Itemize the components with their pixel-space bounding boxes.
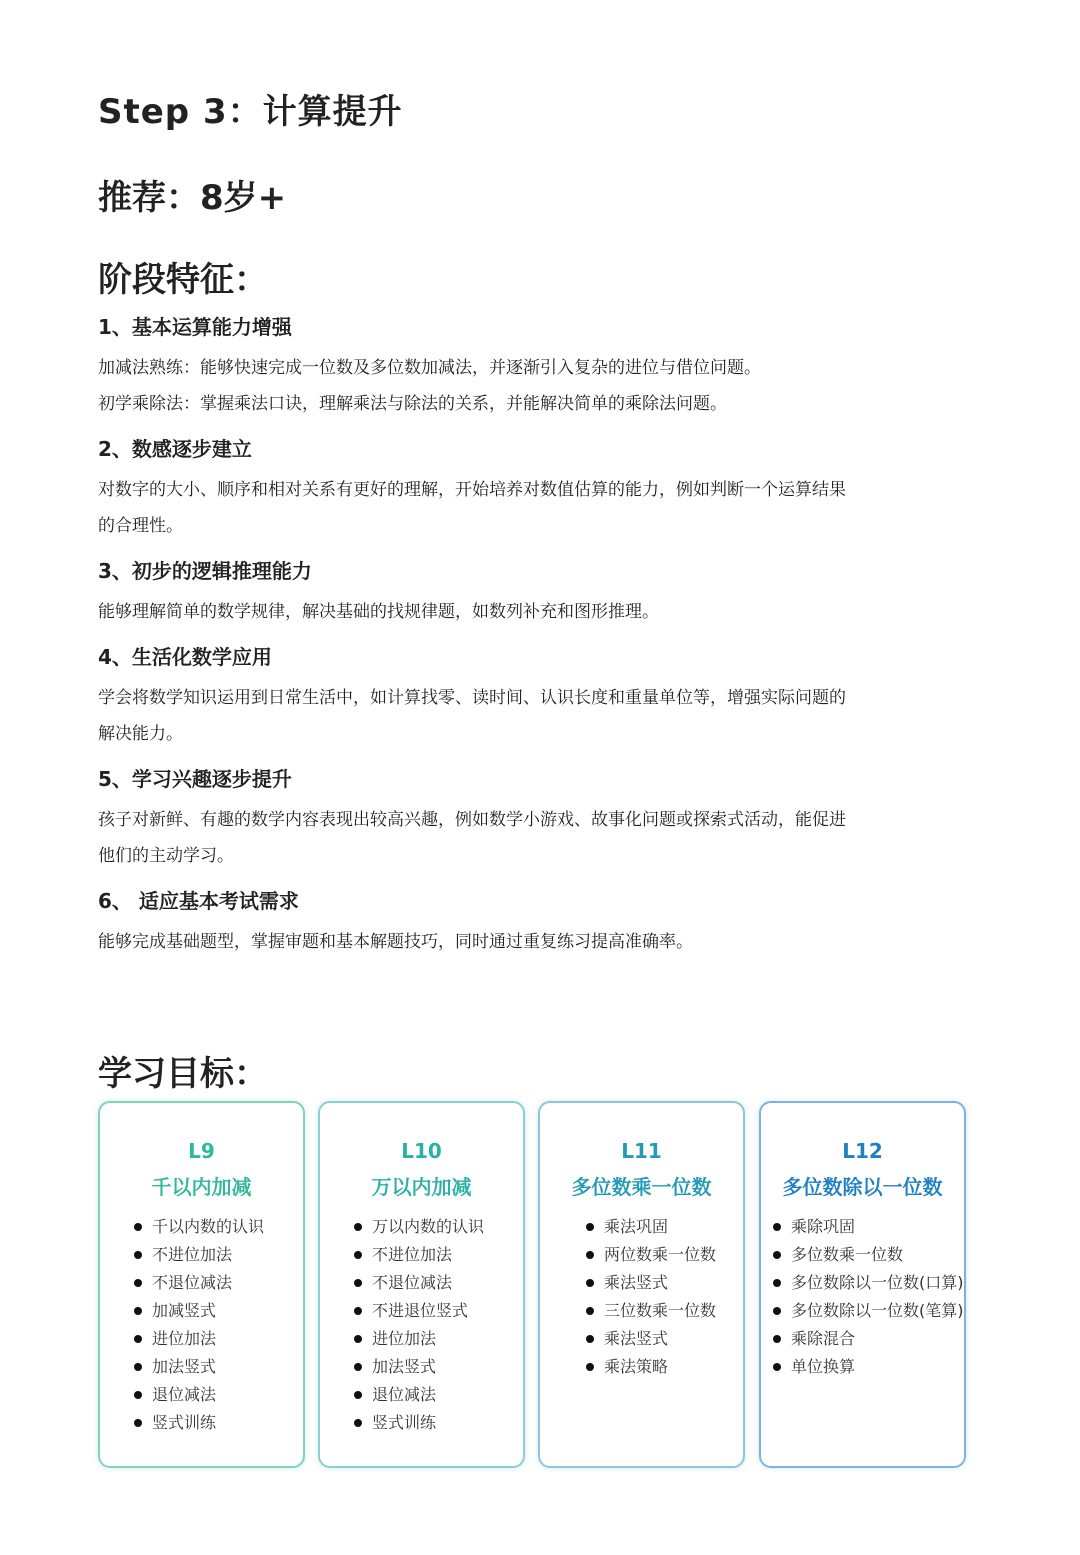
topic-label: 乘法竖式 [604, 1329, 669, 1348]
topic-label: 不退位减法 [372, 1273, 453, 1292]
bullet-dot-icon [354, 1223, 362, 1231]
level-card-l11 [538, 1101, 745, 1468]
feature-text: 能够完成基础题型，掌握审题和基本解题技巧，同时通过重复练习提高准确率。 [98, 932, 693, 952]
feature-title: 5、学习兴趣逐步提升 [98, 767, 292, 791]
topic-label: 乘法竖式 [604, 1273, 669, 1292]
topic-item [132, 1241, 264, 1269]
bullet-dot-icon [354, 1335, 362, 1343]
topic-item [771, 1241, 964, 1269]
topic-label: 进位加法 [152, 1329, 217, 1348]
topic-label: 不进位加法 [152, 1245, 233, 1264]
topic-label: 三位数乘一位数 [604, 1301, 717, 1320]
topic-item [584, 1241, 716, 1269]
level-card-l10 [318, 1101, 525, 1468]
feature-block [98, 764, 978, 874]
bullet-dot-icon [134, 1391, 142, 1399]
level-code: L9 [188, 1139, 215, 1163]
topic-label: 乘除混合 [791, 1329, 856, 1348]
level-card-l9 [98, 1101, 305, 1468]
feature-text: 的合理性。 [98, 516, 183, 536]
topic-item [352, 1269, 484, 1297]
bullet-dot-icon [354, 1363, 362, 1371]
topic-item [132, 1325, 264, 1353]
feature-title: 4、生活化数学应用 [98, 645, 272, 669]
topic-item [132, 1409, 264, 1437]
bullet-dot-icon [134, 1251, 142, 1259]
topic-item [771, 1353, 964, 1381]
bullet-dot-icon [354, 1279, 362, 1287]
bullet-dot-icon [134, 1307, 142, 1315]
topic-label: 多位数除以一位数(口算) [791, 1273, 964, 1292]
goal-heading: 学习目标： [98, 1054, 268, 1094]
topic-item [584, 1213, 716, 1241]
bullet-dot-icon [586, 1279, 594, 1287]
feature-block [98, 556, 978, 630]
bullet-dot-icon [773, 1307, 781, 1315]
recommend-age: 推荐：8岁+ [98, 178, 287, 218]
step-title: Step 3：计算提升 [98, 92, 403, 132]
topic-item [132, 1297, 264, 1325]
feature-block [98, 312, 978, 422]
level-topic-list [132, 1213, 264, 1437]
stage-heading: 阶段特征： [98, 260, 268, 300]
feature-text: 解决能力。 [98, 724, 183, 744]
topic-label: 加法竖式 [372, 1357, 437, 1376]
topic-item [771, 1269, 964, 1297]
level-card-l12 [759, 1101, 966, 1468]
level-code: L11 [621, 1139, 662, 1163]
topic-item [771, 1325, 964, 1353]
topic-item [352, 1241, 484, 1269]
feature-text: 他们的主动学习。 [98, 846, 234, 866]
topic-item [352, 1213, 484, 1241]
bullet-dot-icon [773, 1223, 781, 1231]
bullet-dot-icon [354, 1251, 362, 1259]
topic-item [584, 1353, 716, 1381]
topic-item [352, 1297, 484, 1325]
topic-item [771, 1213, 964, 1241]
topic-item [352, 1353, 484, 1381]
topic-item [352, 1325, 484, 1353]
bullet-dot-icon [354, 1419, 362, 1427]
level-name: 多位数乘一位数 [571, 1175, 712, 1199]
feature-block [98, 886, 978, 960]
topic-label: 不进位加法 [372, 1245, 453, 1264]
bullet-dot-icon [586, 1223, 594, 1231]
level-topic-list [771, 1213, 964, 1381]
topic-label: 乘除巩固 [791, 1217, 856, 1236]
topic-item [584, 1297, 716, 1325]
topic-label: 多位数除以一位数(笔算) [791, 1301, 964, 1320]
level-name: 千以内加减 [151, 1175, 252, 1199]
topic-label: 乘法巩固 [604, 1217, 669, 1236]
bullet-dot-icon [134, 1419, 142, 1427]
level-topic-list [352, 1213, 484, 1437]
feature-title: 6、 适应基本考试需求 [98, 889, 299, 913]
topic-item [584, 1325, 716, 1353]
feature-text: 加减法熟练：能够快速完成一位数及多位数加减法，并逐渐引入复杂的进位与借位问题。 [98, 358, 761, 378]
bullet-dot-icon [586, 1251, 594, 1259]
level-code: L12 [842, 1139, 883, 1163]
topic-item [132, 1213, 264, 1241]
bullet-dot-icon [773, 1279, 781, 1287]
bullet-dot-icon [586, 1335, 594, 1343]
feature-text: 孩子对新鲜、有趣的数学内容表现出较高兴趣，例如数学小游戏、故事化问题或探索式活动，能促进 [98, 810, 846, 830]
bullet-dot-icon [354, 1307, 362, 1315]
topic-label: 退位减法 [152, 1385, 217, 1404]
level-name: 多位数除以一位数 [782, 1175, 943, 1199]
bullet-dot-icon [134, 1223, 142, 1231]
feature-title: 2、数感逐步建立 [98, 437, 252, 461]
level-name: 万以内加减 [371, 1175, 472, 1199]
bullet-dot-icon [773, 1251, 781, 1259]
topic-label: 加减竖式 [152, 1301, 217, 1320]
feature-title: 3、初步的逻辑推理能力 [98, 559, 312, 583]
bullet-dot-icon [134, 1363, 142, 1371]
feature-block [98, 642, 978, 752]
topic-label: 进位加法 [372, 1329, 437, 1348]
feature-text: 初学乘除法：掌握乘法口诀，理解乘法与除法的关系，并能解决简单的乘除法问题。 [98, 394, 727, 414]
bullet-dot-icon [134, 1335, 142, 1343]
topic-label: 万以内数的认识 [372, 1217, 485, 1236]
feature-text: 学会将数学知识运用到日常生活中，如计算找零、读时间、认识长度和重量单位等，增强实际问题的 [98, 688, 846, 708]
topic-label: 两位数乘一位数 [604, 1245, 717, 1264]
bullet-dot-icon [586, 1307, 594, 1315]
topic-item [771, 1297, 964, 1325]
topic-label: 多位数乘一位数 [791, 1245, 904, 1264]
topic-label: 竖式训练 [152, 1413, 217, 1432]
bullet-dot-icon [134, 1279, 142, 1287]
feature-text: 对数字的大小、顺序和相对关系有更好的理解，开始培养对数值估算的能力，例如判断一个运算结果 [98, 480, 846, 500]
feature-list [98, 312, 978, 972]
topic-label: 退位减法 [372, 1385, 437, 1404]
bullet-dot-icon [586, 1363, 594, 1371]
topic-label: 竖式训练 [372, 1413, 437, 1432]
topic-label: 千以内数的认识 [152, 1217, 265, 1236]
topic-item [352, 1381, 484, 1409]
feature-title: 1、基本运算能力增强 [98, 315, 292, 339]
feature-text: 能够理解简单的数学规律，解决基础的找规律题，如数列补充和图形推理。 [98, 602, 659, 622]
level-code: L10 [401, 1139, 442, 1163]
topic-item [132, 1353, 264, 1381]
bullet-dot-icon [773, 1335, 781, 1343]
topic-item [132, 1381, 264, 1409]
bullet-dot-icon [354, 1391, 362, 1399]
level-topic-list [584, 1213, 716, 1381]
level-cards [98, 1101, 970, 1471]
feature-block [98, 434, 978, 544]
bullet-dot-icon [773, 1363, 781, 1371]
topic-item [584, 1269, 716, 1297]
topic-label: 不退位减法 [152, 1273, 233, 1292]
topic-item [132, 1269, 264, 1297]
topic-label: 加法竖式 [152, 1357, 217, 1376]
topic-label: 单位换算 [791, 1357, 856, 1376]
topic-label: 不进退位竖式 [372, 1301, 469, 1320]
topic-item [352, 1409, 484, 1437]
topic-label: 乘法策略 [604, 1357, 669, 1376]
